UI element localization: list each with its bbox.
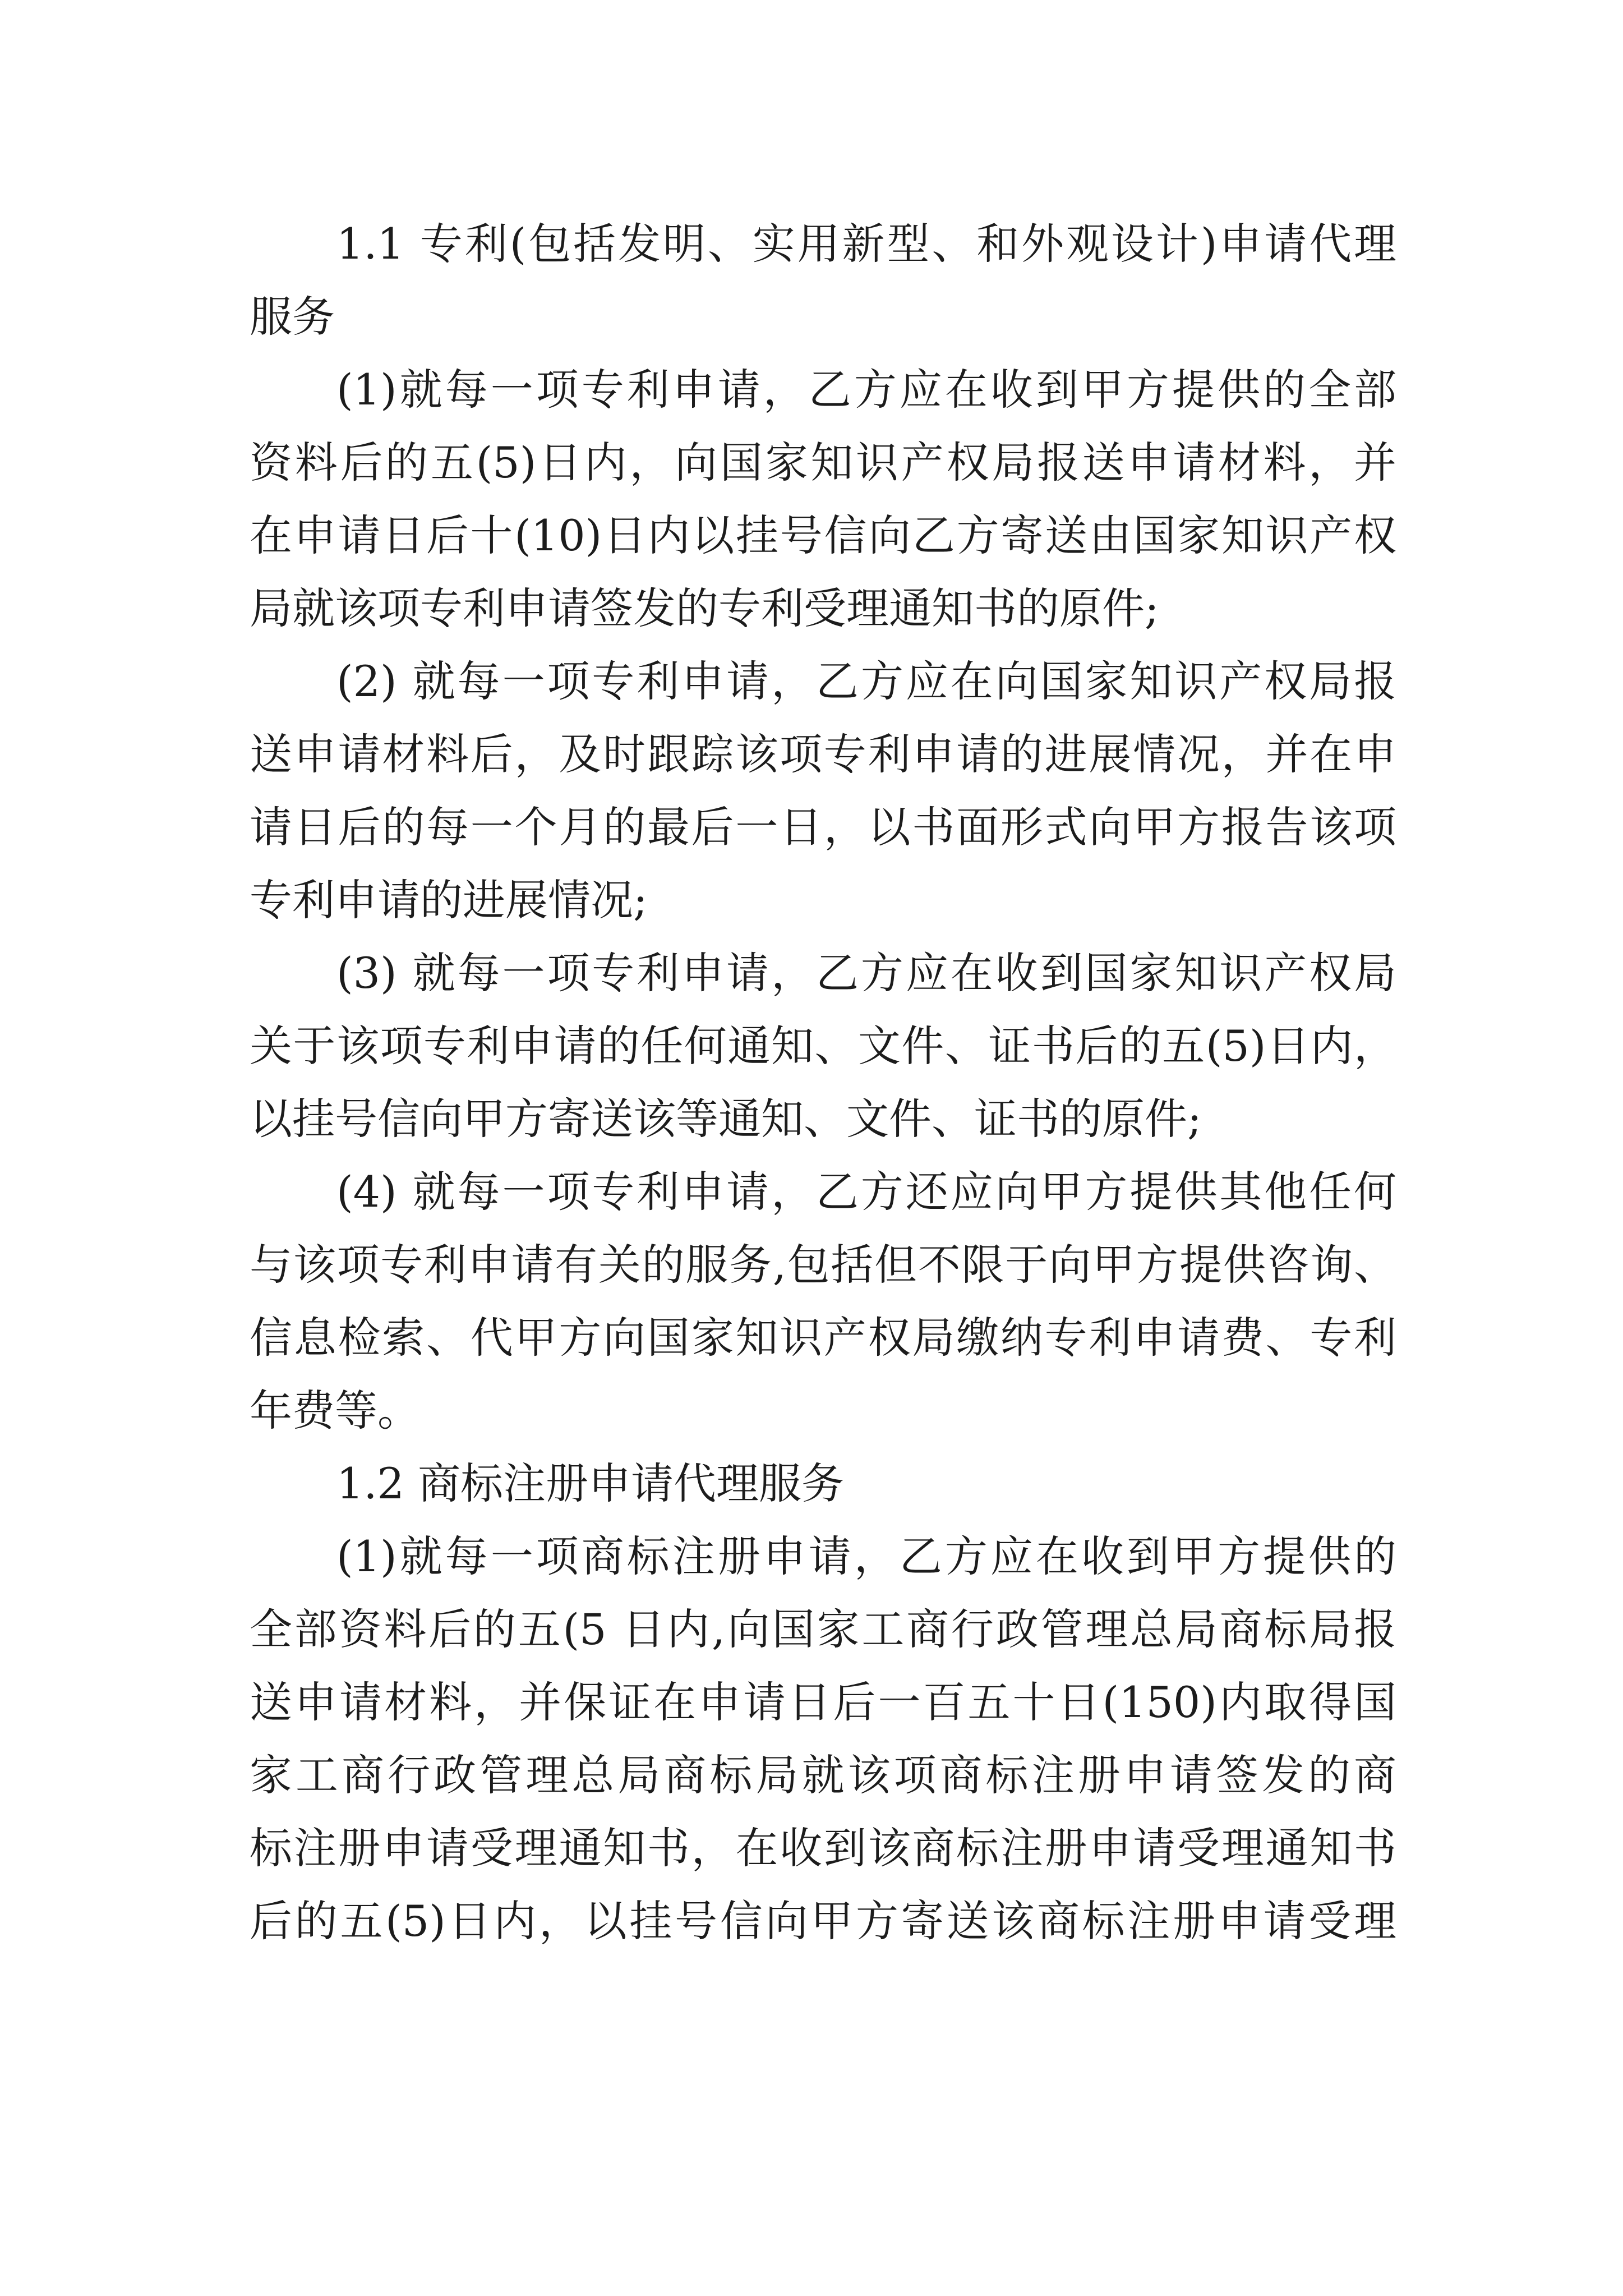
paragraph-1-1-2-line-1: (2) 就每一项专利申请，乙方应在向国家知识产权局报: [336, 656, 1396, 706]
paragraph-1-1-1-line-1: (1)就每一项专利申请，乙方应在收到甲方提供的全部: [336, 365, 1396, 415]
paragraph-1-1-2-line-4: 专利申请的进展情况;: [250, 875, 648, 925]
section-1-2-heading: 1.2 商标注册申请代理服务: [336, 1458, 845, 1508]
paragraph-1-1-3-line-1: (3) 就每一项专利申请，乙方应在收到国家知识产权局: [336, 948, 1396, 998]
paragraph-1-1-3-line-2: 关于该项专利申请的任何通知、文件、证书后的五(5)日内，: [250, 1021, 1396, 1071]
paragraph-1-2-1-line-1: (1)就每一项商标注册申请，乙方应在收到甲方提供的: [336, 1531, 1396, 1581]
paragraph-1-1-1-line-2: 资料后的五(5)日内，向国家知识产权局报送申请材料，并: [250, 438, 1396, 487]
paragraph-1-2-1-line-3: 送申请材料，并保证在申请日后一百五十日(150)内取得国: [250, 1677, 1396, 1727]
paragraph-1-1-1-line-3: 在申请日后十(10)日内以挂号信向乙方寄送由国家知识产权: [250, 510, 1396, 560]
paragraph-1-1-1-line-4: 局就该项专利申请签发的专利受理通知书的原件;: [250, 583, 1159, 633]
paragraph-1-2-1-line-5: 标注册申请受理通知书，在收到该商标注册申请受理通知书: [250, 1823, 1396, 1873]
paragraph-1-2-1-line-6: 后的五(5)日内，以挂号信向甲方寄送该商标注册申请受理: [250, 1896, 1396, 1946]
section-1-1-heading-line-2: 服务: [250, 292, 335, 342]
paragraph-1-1-2-line-3: 请日后的每一个月的最后一日，以书面形式向甲方报告该项: [250, 802, 1396, 852]
paragraph-1-1-4-line-4: 年费等。: [250, 1386, 420, 1435]
paragraph-1-2-1-line-4: 家工商行政管理总局商标局就该项商标注册申请签发的商: [250, 1750, 1396, 1800]
paragraph-1-1-4-line-2: 与该项专利申请有关的服务,包括但不限于向甲方提供咨询、: [250, 1240, 1396, 1290]
paragraph-1-1-4-line-3: 信息检索、代甲方向国家知识产权局缴纳专利申请费、专利: [250, 1313, 1396, 1363]
paragraph-1-2-1-line-2: 全部资料后的五(5 日内,向国家工商行政管理总局商标局报: [250, 1604, 1396, 1654]
paragraph-1-1-2-line-2: 送申请材料后，及时跟踪该项专利申请的进展情况，并在申: [250, 729, 1396, 779]
section-1-1-heading-line-1: 1.1 专利(包括发明、实用新型、和外观设计)申请代理: [336, 219, 1396, 269]
paragraph-1-1-3-line-3: 以挂号信向甲方寄送该等通知、文件、证书的原件;: [250, 1094, 1202, 1144]
paragraph-1-1-4-line-1: (4) 就每一项专利申请，乙方还应向甲方提供其他任何: [336, 1167, 1396, 1217]
